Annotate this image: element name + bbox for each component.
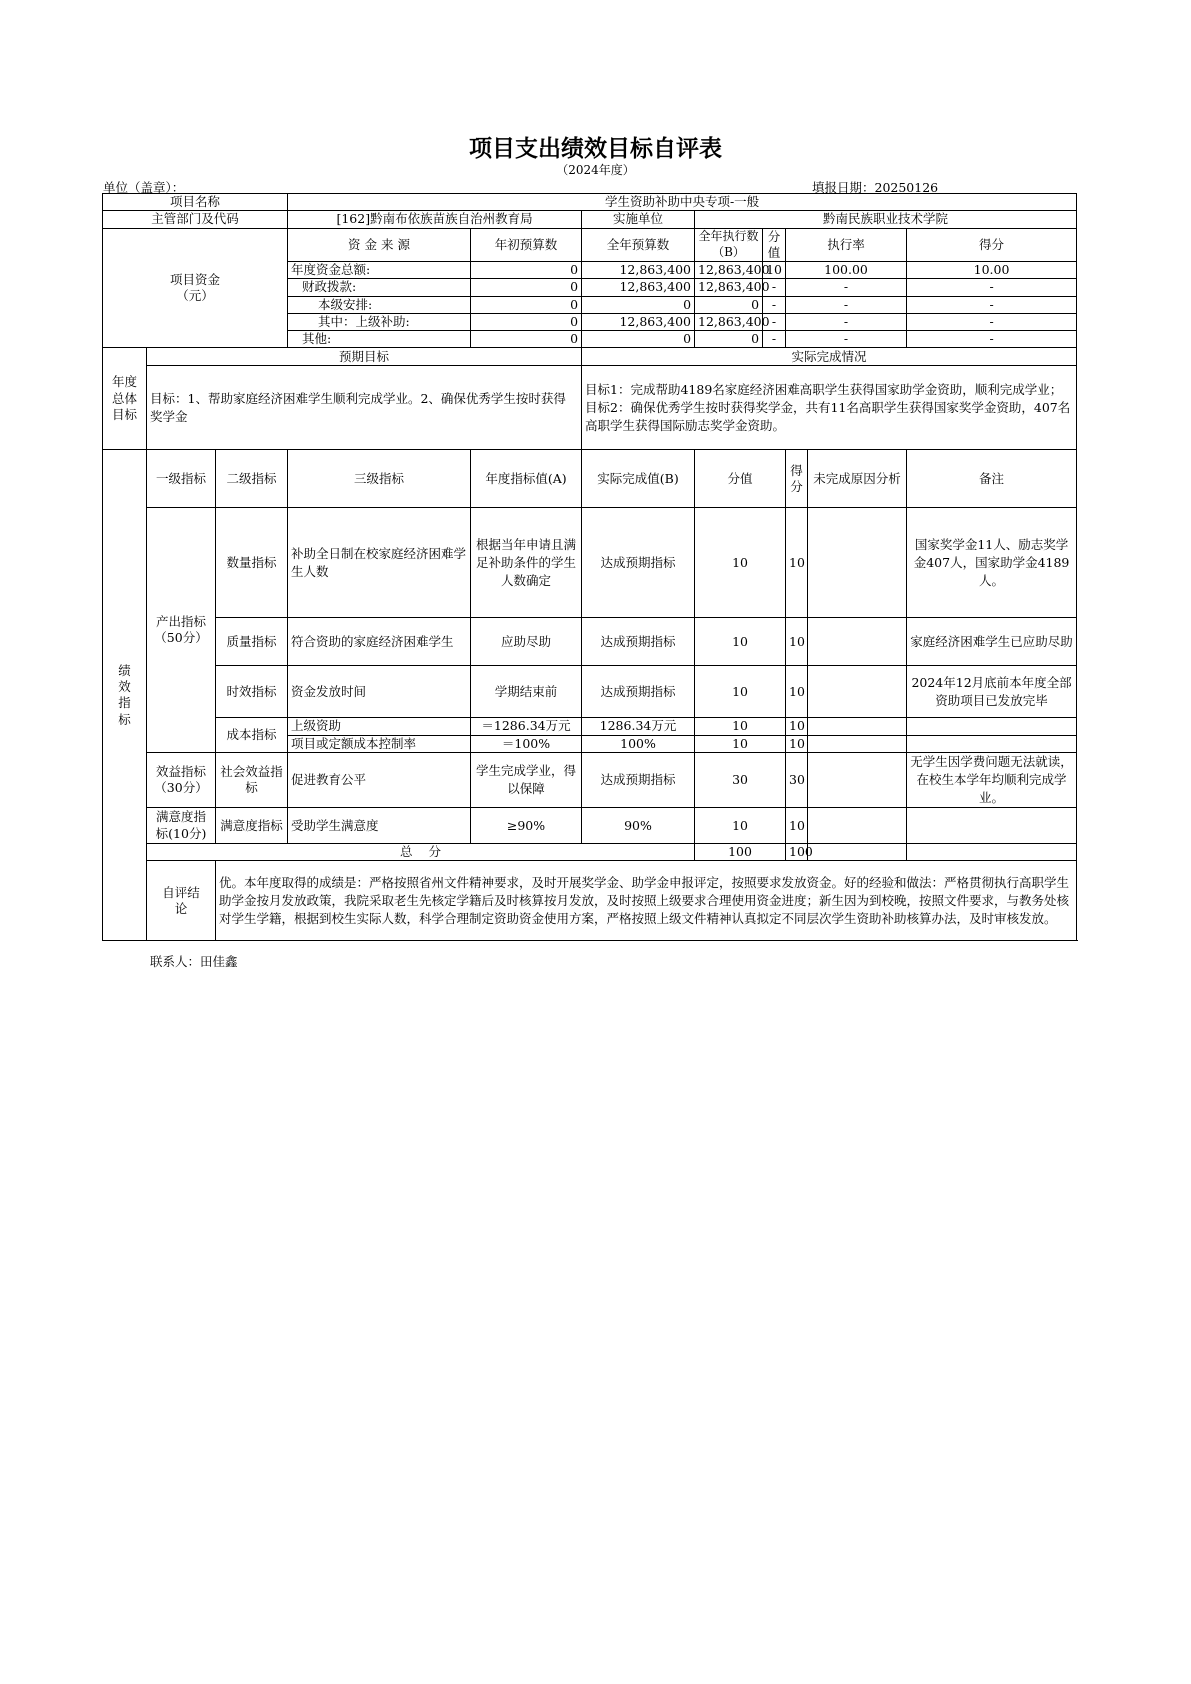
target-benefit: 学生完成学业，得以保障 <box>471 752 582 807</box>
project-name-label: 项目名称 <box>103 194 288 211</box>
value-benefit: 30 <box>695 752 786 807</box>
reason-quantity <box>808 508 907 618</box>
ind-header-l1: 一级指标 <box>147 450 216 508</box>
reason-benefit <box>808 752 907 807</box>
reason-quality <box>808 618 907 666</box>
funds-row-annual: 12,863,400 <box>582 262 695 279</box>
funds-row-executed: 0 <box>695 296 763 313</box>
ind-header-value: 分值 <box>695 450 786 508</box>
ind-header-note: 备注 <box>907 450 1077 508</box>
l3-benefit: 促进教育公平 <box>288 752 471 807</box>
funds-label-line1: 项目资金 <box>170 271 221 287</box>
funds-header-initial: 年初预算数 <box>471 228 582 262</box>
note-cost-2 <box>907 735 1077 752</box>
funds-row-score-value: - <box>763 331 786 348</box>
satisfaction-indicator-label: 满意度指标(10分) <box>147 808 216 844</box>
output-indicator-label: 产出指标（50分） <box>147 508 216 753</box>
l2-quantity: 数量指标 <box>216 508 288 618</box>
funds-row-score: - <box>907 313 1077 330</box>
value-satisfaction: 10 <box>695 808 786 844</box>
l3-satisfaction: 受助学生满意度 <box>288 808 471 844</box>
actual-quantity: 达成预期指标 <box>582 508 695 618</box>
impl-value: 黔南民族职业技术学院 <box>695 211 1077 228</box>
score-quantity: 10 <box>786 508 808 618</box>
funds-row-initial: 0 <box>471 279 582 296</box>
funds-row-name: 其他: <box>288 331 471 348</box>
funds-row-rate: - <box>786 313 907 330</box>
unit-seal-label: 单位（盖章）： <box>103 180 185 195</box>
l3-quantity: 补助全日制在校家庭经济困难学生人数 <box>288 508 471 618</box>
actual-completion-text: 目标1：完成帮助4189名家庭经济困难高职学生获得国家助学金资助，顺利完成学业；目标2：确保优秀学生按时获得奖学金，共有11名高职学生获得国家奖学金资助，407名高职学生获得国际励志奖学金资助。 <box>582 366 1077 450</box>
funds-row-rate: - <box>786 331 907 348</box>
actual-cost-1: 1286.34万元 <box>582 718 695 735</box>
ind-header-reason: 未完成原因分析 <box>808 450 907 508</box>
funds-row-annual: 0 <box>582 331 695 348</box>
total-reason <box>808 844 907 861</box>
funds-row-score-value: - <box>763 313 786 330</box>
funds-row-rate: 100.00 <box>786 262 907 279</box>
total-note <box>907 844 1077 861</box>
page-title: 项目支出绩效目标自评表 <box>469 136 722 162</box>
total-label: 总 分 <box>147 844 695 861</box>
funds-row-rate: - <box>786 296 907 313</box>
fill-date: 填报日期：20250126 <box>812 180 939 195</box>
reason-cost-1 <box>808 718 907 735</box>
funds-row-name: 其中：上级补助: <box>288 313 471 330</box>
l2-quality: 质量指标 <box>216 618 288 666</box>
funds-label-line2: （元） <box>176 287 214 303</box>
funds-row-executed: 12,863,400 <box>695 262 763 279</box>
note-quantity: 国家奖学金11人、励志奖学金407人，国家助学金4189人。 <box>907 508 1077 618</box>
funds-row-score: 10.00 <box>907 262 1077 279</box>
actual-quality: 达成预期指标 <box>582 618 695 666</box>
l3-timeliness: 资金发放时间 <box>288 666 471 718</box>
l3-cost-1: 上级资助 <box>288 718 471 735</box>
funds-header-annual: 全年预算数 <box>582 228 695 262</box>
goals-label: 年度总体目标 <box>103 348 147 450</box>
note-benefit: 无学生因学费问题无法就读，在校生本学年均顺利完成学业。 <box>907 752 1077 807</box>
funds-header-executed: 全年执行数（B） <box>695 228 763 262</box>
year-subtitle: （2024年度） <box>556 163 635 177</box>
dept-label: 主管部门及代码 <box>103 211 288 228</box>
value-cost-1: 10 <box>695 718 786 735</box>
total-value: 100 <box>695 844 786 861</box>
actual-cost-2: 100% <box>582 735 695 752</box>
funds-row-executed: 12,863,400 <box>695 279 763 296</box>
conclusion-text: 优。本年度取得的成绩是：严格按照省州文件精神要求，及时开展奖学金、助学金申报评定，按照要求发放资金。好的经验和做法：严格贯彻执行高职学生助学金按月发放政策，我院采取老生先核定学籍后及时核算按月发放，及时按照上级要求合理使用资金进度；新生因为到校晚，按照文件要求，与教务处核对学生学籍，根据到校生实际人数，科学合理制定资助资金使用方案，严格按照上级文件精神认真拟定不同层次学生资助补助核算办法，及时审核发放。 <box>216 861 1077 941</box>
funds-row-initial: 0 <box>471 313 582 330</box>
value-cost-2: 10 <box>695 735 786 752</box>
l2-timeliness: 时效指标 <box>216 666 288 718</box>
score-cost-1: 10 <box>786 718 808 735</box>
ind-header-target: 年度指标值(A) <box>471 450 582 508</box>
ind-header-score: 得分 <box>786 450 808 508</box>
funds-row-score-value: - <box>763 296 786 313</box>
value-quantity: 10 <box>695 508 786 618</box>
funds-row-executed: 12,863,400 <box>695 313 763 330</box>
funds-header-score-value: 分值 <box>763 228 786 262</box>
funds-row-name: 年度资金总额: <box>288 262 471 279</box>
funds-header-source: 资 金 来 源 <box>288 228 471 262</box>
funds-row-score: - <box>907 279 1077 296</box>
funds-row-initial: 0 <box>471 262 582 279</box>
actual-completion-header: 实际完成情况 <box>582 348 1077 366</box>
score-quality: 10 <box>786 618 808 666</box>
funds-header-score: 得分 <box>907 228 1077 262</box>
value-timeliness: 10 <box>695 666 786 718</box>
funds-label <box>103 228 288 348</box>
actual-timeliness: 达成预期指标 <box>582 666 695 718</box>
value-quality: 10 <box>695 618 786 666</box>
expected-goal-text: 目标：1、帮助家庭经济困难学生顺利完成学业。2、确保优秀学生按时获得奖学金 <box>147 366 582 450</box>
l2-cost: 成本指标 <box>216 718 288 753</box>
score-cost-2: 10 <box>786 735 808 752</box>
benefit-indicator-label: 效益指标（30分） <box>147 752 216 807</box>
funds-row-rate: - <box>786 279 907 296</box>
l2-benefit: 社会效益指标 <box>216 752 288 807</box>
target-cost-1: ＝1286.34万元 <box>471 718 582 735</box>
funds-row-annual: 12,863,400 <box>582 313 695 330</box>
conclusion-label: 自评结论 <box>147 861 216 941</box>
actual-satisfaction: 90% <box>582 808 695 844</box>
target-quantity: 根据当年申请且满足补助条件的学生人数确定 <box>471 508 582 618</box>
funds-row-initial: 0 <box>471 296 582 313</box>
target-cost-2: ＝100% <box>471 735 582 752</box>
note-satisfaction <box>907 808 1077 844</box>
target-timeliness: 学期结束前 <box>471 666 582 718</box>
note-cost-1 <box>907 718 1077 735</box>
funds-row-score-value: - <box>763 279 786 296</box>
funds-row-score: - <box>907 296 1077 313</box>
l3-cost-2: 项目或定额成本控制率 <box>288 735 471 752</box>
reason-timeliness <box>808 666 907 718</box>
evaluation-table <box>102 193 1077 941</box>
reason-satisfaction <box>808 808 907 844</box>
l3-quality: 符合资助的家庭经济困难学生 <box>288 618 471 666</box>
ind-header-actual: 实际完成值(B) <box>582 450 695 508</box>
funds-row-score: - <box>907 331 1077 348</box>
ind-header-l2: 二级指标 <box>216 450 288 508</box>
note-quality: 家庭经济困难学生已应助尽助 <box>907 618 1077 666</box>
funds-row-annual: 12,863,400 <box>582 279 695 296</box>
total-score: 100 <box>786 844 808 861</box>
target-satisfaction: ≥90% <box>471 808 582 844</box>
dept-value: [162]黔南布依族苗族自治州教育局 <box>288 211 582 228</box>
note-timeliness: 2024年12月底前本年度全部资助项目已发放完毕 <box>907 666 1077 718</box>
funds-row-annual: 0 <box>582 296 695 313</box>
reason-cost-2 <box>808 735 907 752</box>
funds-row-name: 财政拨款: <box>288 279 471 296</box>
expected-goal-header: 预期目标 <box>147 348 582 366</box>
actual-benefit: 达成预期指标 <box>582 752 695 807</box>
score-timeliness: 10 <box>786 666 808 718</box>
score-benefit: 30 <box>786 752 808 807</box>
funds-row-executed: 0 <box>695 331 763 348</box>
contact-person: 联系人：田佳鑫 <box>150 954 238 969</box>
impl-label: 实施单位 <box>582 211 695 228</box>
ind-header-l3: 三级指标 <box>288 450 471 508</box>
performance-indicators-label: 绩效指标 <box>103 450 147 941</box>
project-name: 学生资助补助中央专项-一般 <box>288 194 1077 211</box>
score-satisfaction: 10 <box>786 808 808 844</box>
funds-row-initial: 0 <box>471 331 582 348</box>
l2-satisfaction: 满意度指标 <box>216 808 288 844</box>
funds-row-score-value: 10 <box>763 262 786 279</box>
target-quality: 应助尽助 <box>471 618 582 666</box>
funds-row-name: 本级安排: <box>288 296 471 313</box>
funds-header-rate: 执行率 <box>786 228 907 262</box>
